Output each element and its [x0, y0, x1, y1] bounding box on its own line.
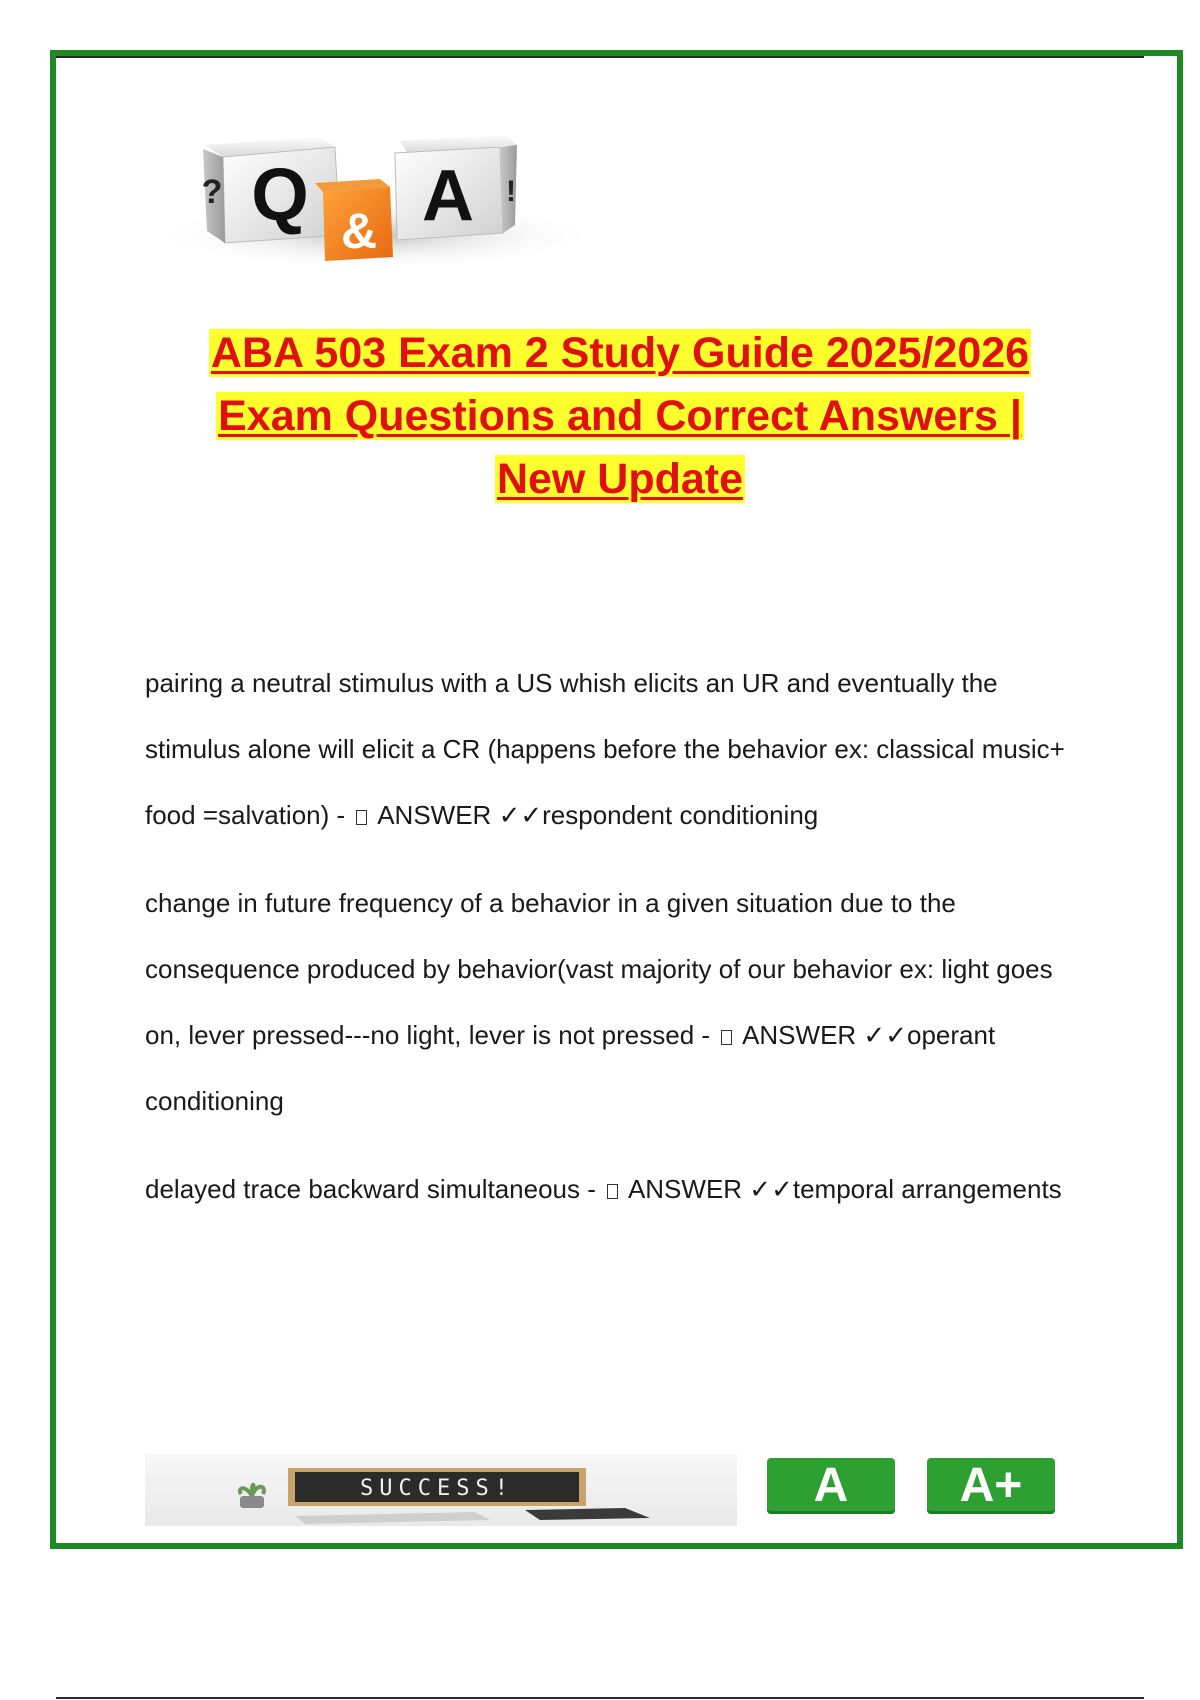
answer-marker-icon	[607, 1184, 618, 1199]
answer-marker-icon	[356, 810, 367, 825]
answer-label: ANSWER	[627, 1174, 743, 1204]
check-icon: ✓✓	[749, 1174, 793, 1204]
question-text: pairing a neutral stimulus with a US whish elicits an UR and eventually the stimulus alone will elicit a CR (happens before the behavior ex: classical music+ food =salvation) -	[145, 668, 1065, 830]
success-banner-image	[145, 1454, 737, 1526]
document-title	[140, 322, 1100, 511]
qa-dice-logo	[145, 75, 600, 290]
answer-text: temporal arrangements	[792, 1174, 1062, 1204]
grade-a-plus-badge: A+	[927, 1458, 1055, 1514]
check-icon: ✓✓	[863, 1020, 907, 1050]
qa-item	[145, 870, 1085, 1134]
q-die	[202, 137, 340, 243]
question-text: change in future frequency of a behavior in a given situation due to the consequence produced by behavior(vast majority of our behavior ex: light goes on, lever pressed---no light, lever is not pressed -	[145, 888, 1053, 1050]
question-text: delayed trace backward simultaneous -	[145, 1174, 596, 1204]
bottom-divider	[56, 1697, 1144, 1699]
success-text: SUCCESS!	[360, 1476, 514, 1501]
a-letter: A	[422, 156, 474, 236]
title-line-1: ABA 503 Exam 2 Study Guide 2025/2026	[210, 329, 1030, 377]
footer-row	[145, 1454, 1065, 1526]
laptop-icon	[295, 1508, 650, 1524]
qa-item	[145, 650, 1085, 848]
answer-text: respondent conditioning	[542, 800, 819, 830]
exclamation-mark: !	[506, 175, 516, 208]
answer-text: operant conditioning	[145, 1020, 996, 1116]
answer-label: ANSWER	[742, 1020, 857, 1050]
plant-icon	[240, 1485, 264, 1508]
question-mark: ?	[201, 173, 223, 211]
title-line-3: New Update	[496, 455, 744, 503]
check-icon: ✓✓	[498, 800, 543, 830]
qa-item	[145, 1156, 1085, 1222]
answer-label: ANSWER	[377, 800, 492, 830]
success-sign	[288, 1468, 586, 1506]
top-divider	[56, 56, 1144, 58]
ampersand-die	[315, 179, 393, 261]
ampersand-letter: &	[340, 203, 378, 259]
grade-a-badge: A	[767, 1458, 895, 1514]
q-letter: Q	[251, 153, 309, 236]
answer-marker-icon	[721, 1030, 732, 1045]
a-die	[395, 135, 517, 240]
title-line-2: Exam Questions and Correct Answers |	[218, 392, 1022, 440]
qa-list	[145, 650, 1085, 1244]
